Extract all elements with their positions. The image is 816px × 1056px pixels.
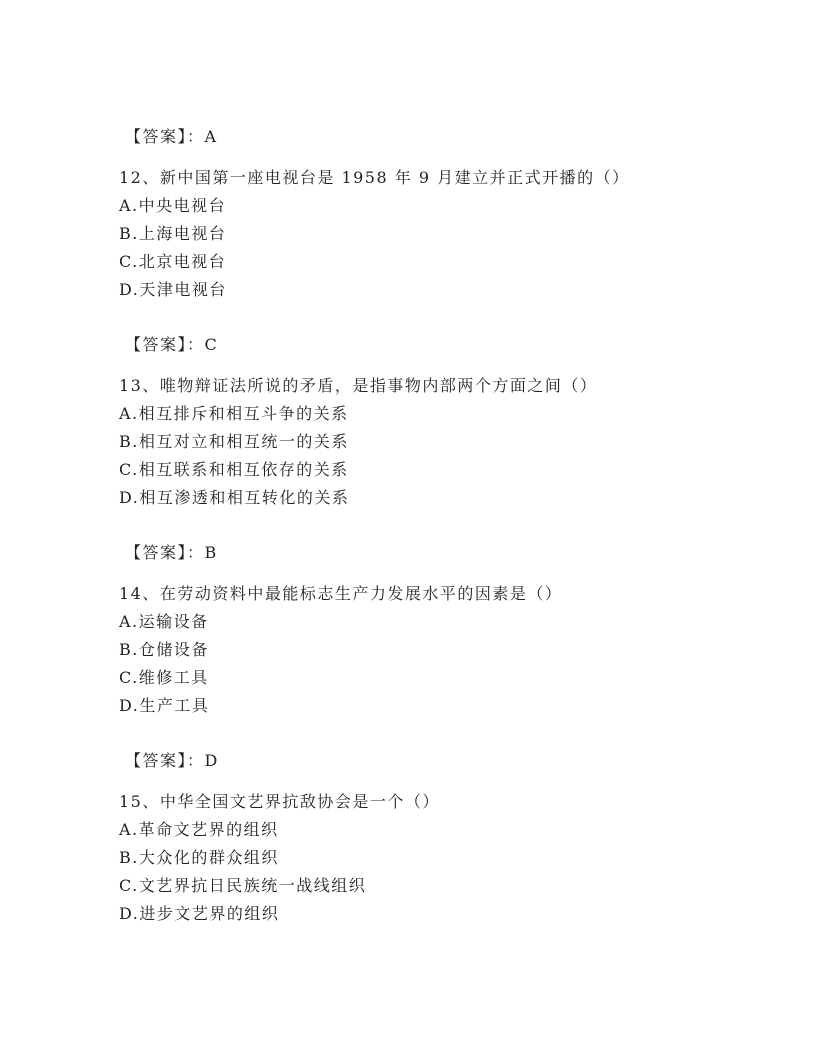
question-15-option-c: C.文艺界抗日民族统一战线组织 [119, 876, 367, 895]
answer-line-q13: 【答案】：B [125, 543, 218, 562]
question-15-option-a: A.革命文艺界的组织 [119, 820, 279, 839]
question-13-option-b: B.相互对立和相互统一的关系 [119, 432, 349, 451]
question-13-option-d: D.相互渗透和相互转化的关系 [119, 488, 350, 507]
question-15-option-d: D.进步文艺界的组织 [119, 904, 280, 923]
question-14-option-b: B.仓储设备 [119, 640, 209, 659]
question-12-option-c: C.北京电视台 [119, 252, 227, 271]
question-12-stem: 12、新中国第一座电视台是 1958 年 9 月建立并正式开播的（） [119, 168, 630, 187]
question-15-option-b: B.大众化的群众组织 [119, 848, 279, 867]
question-12-option-d: D.天津电视台 [119, 280, 227, 299]
question-14-stem: 14、在劳动资料中最能标志生产力发展水平的因素是（） [119, 584, 563, 603]
answer-line-q14: 【答案】：D [125, 751, 219, 770]
question-15-stem: 15、中华全国文艺界抗敌协会是一个（） [119, 792, 440, 811]
question-14-option-c: C.维修工具 [119, 668, 209, 687]
answer-line-q12: 【答案】：C [125, 335, 219, 354]
question-13-option-a: A.相互排斥和相互斗争的关系 [119, 404, 349, 423]
question-14-option-d: D.生产工具 [119, 696, 210, 715]
answer-line-q11: 【答案】：A [125, 127, 218, 146]
question-12-option-b: B.上海电视台 [119, 224, 227, 243]
question-14-option-a: A.运输设备 [119, 612, 209, 631]
question-12-option-a: A.中央电视台 [119, 196, 227, 215]
question-13-option-c: C.相互联系和相互依存的关系 [119, 460, 349, 479]
question-13-stem: 13、唯物辩证法所说的矛盾，是指事物内部两个方面之间（） [119, 376, 598, 395]
